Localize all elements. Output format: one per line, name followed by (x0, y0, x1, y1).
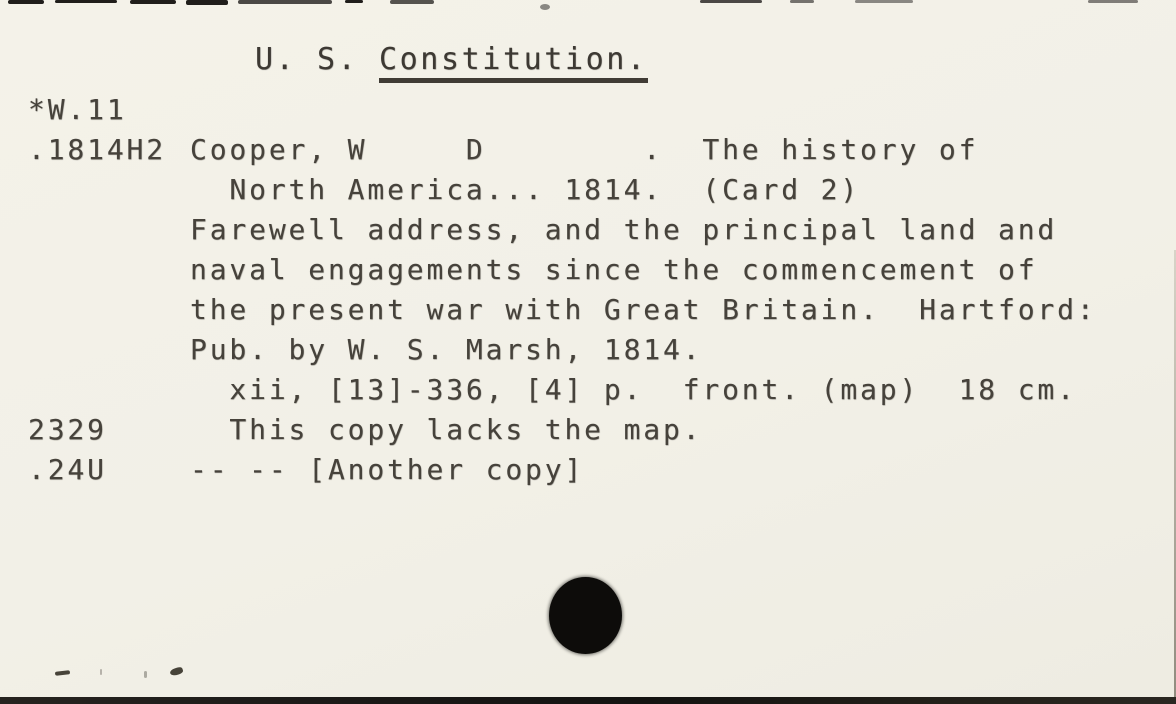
hole-punch-dot (549, 577, 622, 654)
call-number (0, 330, 190, 370)
scan-edge-top (186, 0, 228, 5)
card-row (0, 370, 1176, 410)
row-text: North America... 1814. (Card 2) (190, 173, 861, 206)
card-body (0, 90, 1176, 490)
call-number: 2329 (28, 413, 107, 446)
card-row (0, 130, 1176, 170)
card-row (0, 410, 1176, 450)
row-text: Farewell address, and the principal land and (190, 213, 1058, 246)
card-row (0, 170, 1176, 210)
card-row (0, 290, 1176, 330)
card-heading (255, 42, 648, 83)
pencil-mark (169, 666, 184, 677)
pencil-mark (100, 669, 102, 675)
row-text: This copy lacks the map. (190, 413, 703, 446)
pencil-mark (55, 670, 70, 676)
scan-edge-top (700, 0, 762, 3)
heading-prefix: U. S. (255, 42, 379, 77)
call-number (0, 210, 190, 250)
scan-edge-bottom (0, 697, 1176, 704)
card-row (0, 250, 1176, 290)
call-number (0, 250, 190, 290)
row-text: Pub. by W. S. Marsh, 1814. (190, 333, 703, 366)
card-row (0, 450, 1176, 490)
call-number (0, 170, 190, 210)
call-number (0, 370, 190, 410)
call-number: .1814H2 (28, 133, 166, 166)
call-number: .24U (28, 453, 107, 486)
call-number (0, 290, 190, 330)
scan-edge-top (55, 0, 117, 3)
scan-edge-top (1088, 0, 1138, 3)
scan-edge-top (855, 0, 913, 3)
heading-underlined-subject: Constitution. (379, 42, 648, 83)
call-number: *W.11 (28, 93, 127, 126)
scan-edge-top (790, 0, 814, 3)
scan-edge-top (390, 0, 434, 4)
card-row (0, 210, 1176, 250)
scan-edge-top (130, 0, 176, 4)
pencil-mark (144, 671, 147, 678)
row-text: -- -- [Another copy] (190, 453, 585, 486)
row-text: naval engagements since the commencement of (190, 253, 1038, 286)
card-row (0, 90, 1176, 130)
scan-speck (540, 4, 550, 10)
row-text: xii, [13]-336, [4] p. front. (map) 18 cm. (190, 373, 1077, 406)
scan-edge-top (238, 0, 332, 4)
row-text: Cooper, W D . The history of (190, 133, 979, 166)
scan-edge-top (345, 0, 363, 3)
row-text: the present war with Great Britain. Hartford: (190, 293, 1097, 326)
scan-edge-top (8, 0, 44, 4)
card-row (0, 330, 1176, 370)
